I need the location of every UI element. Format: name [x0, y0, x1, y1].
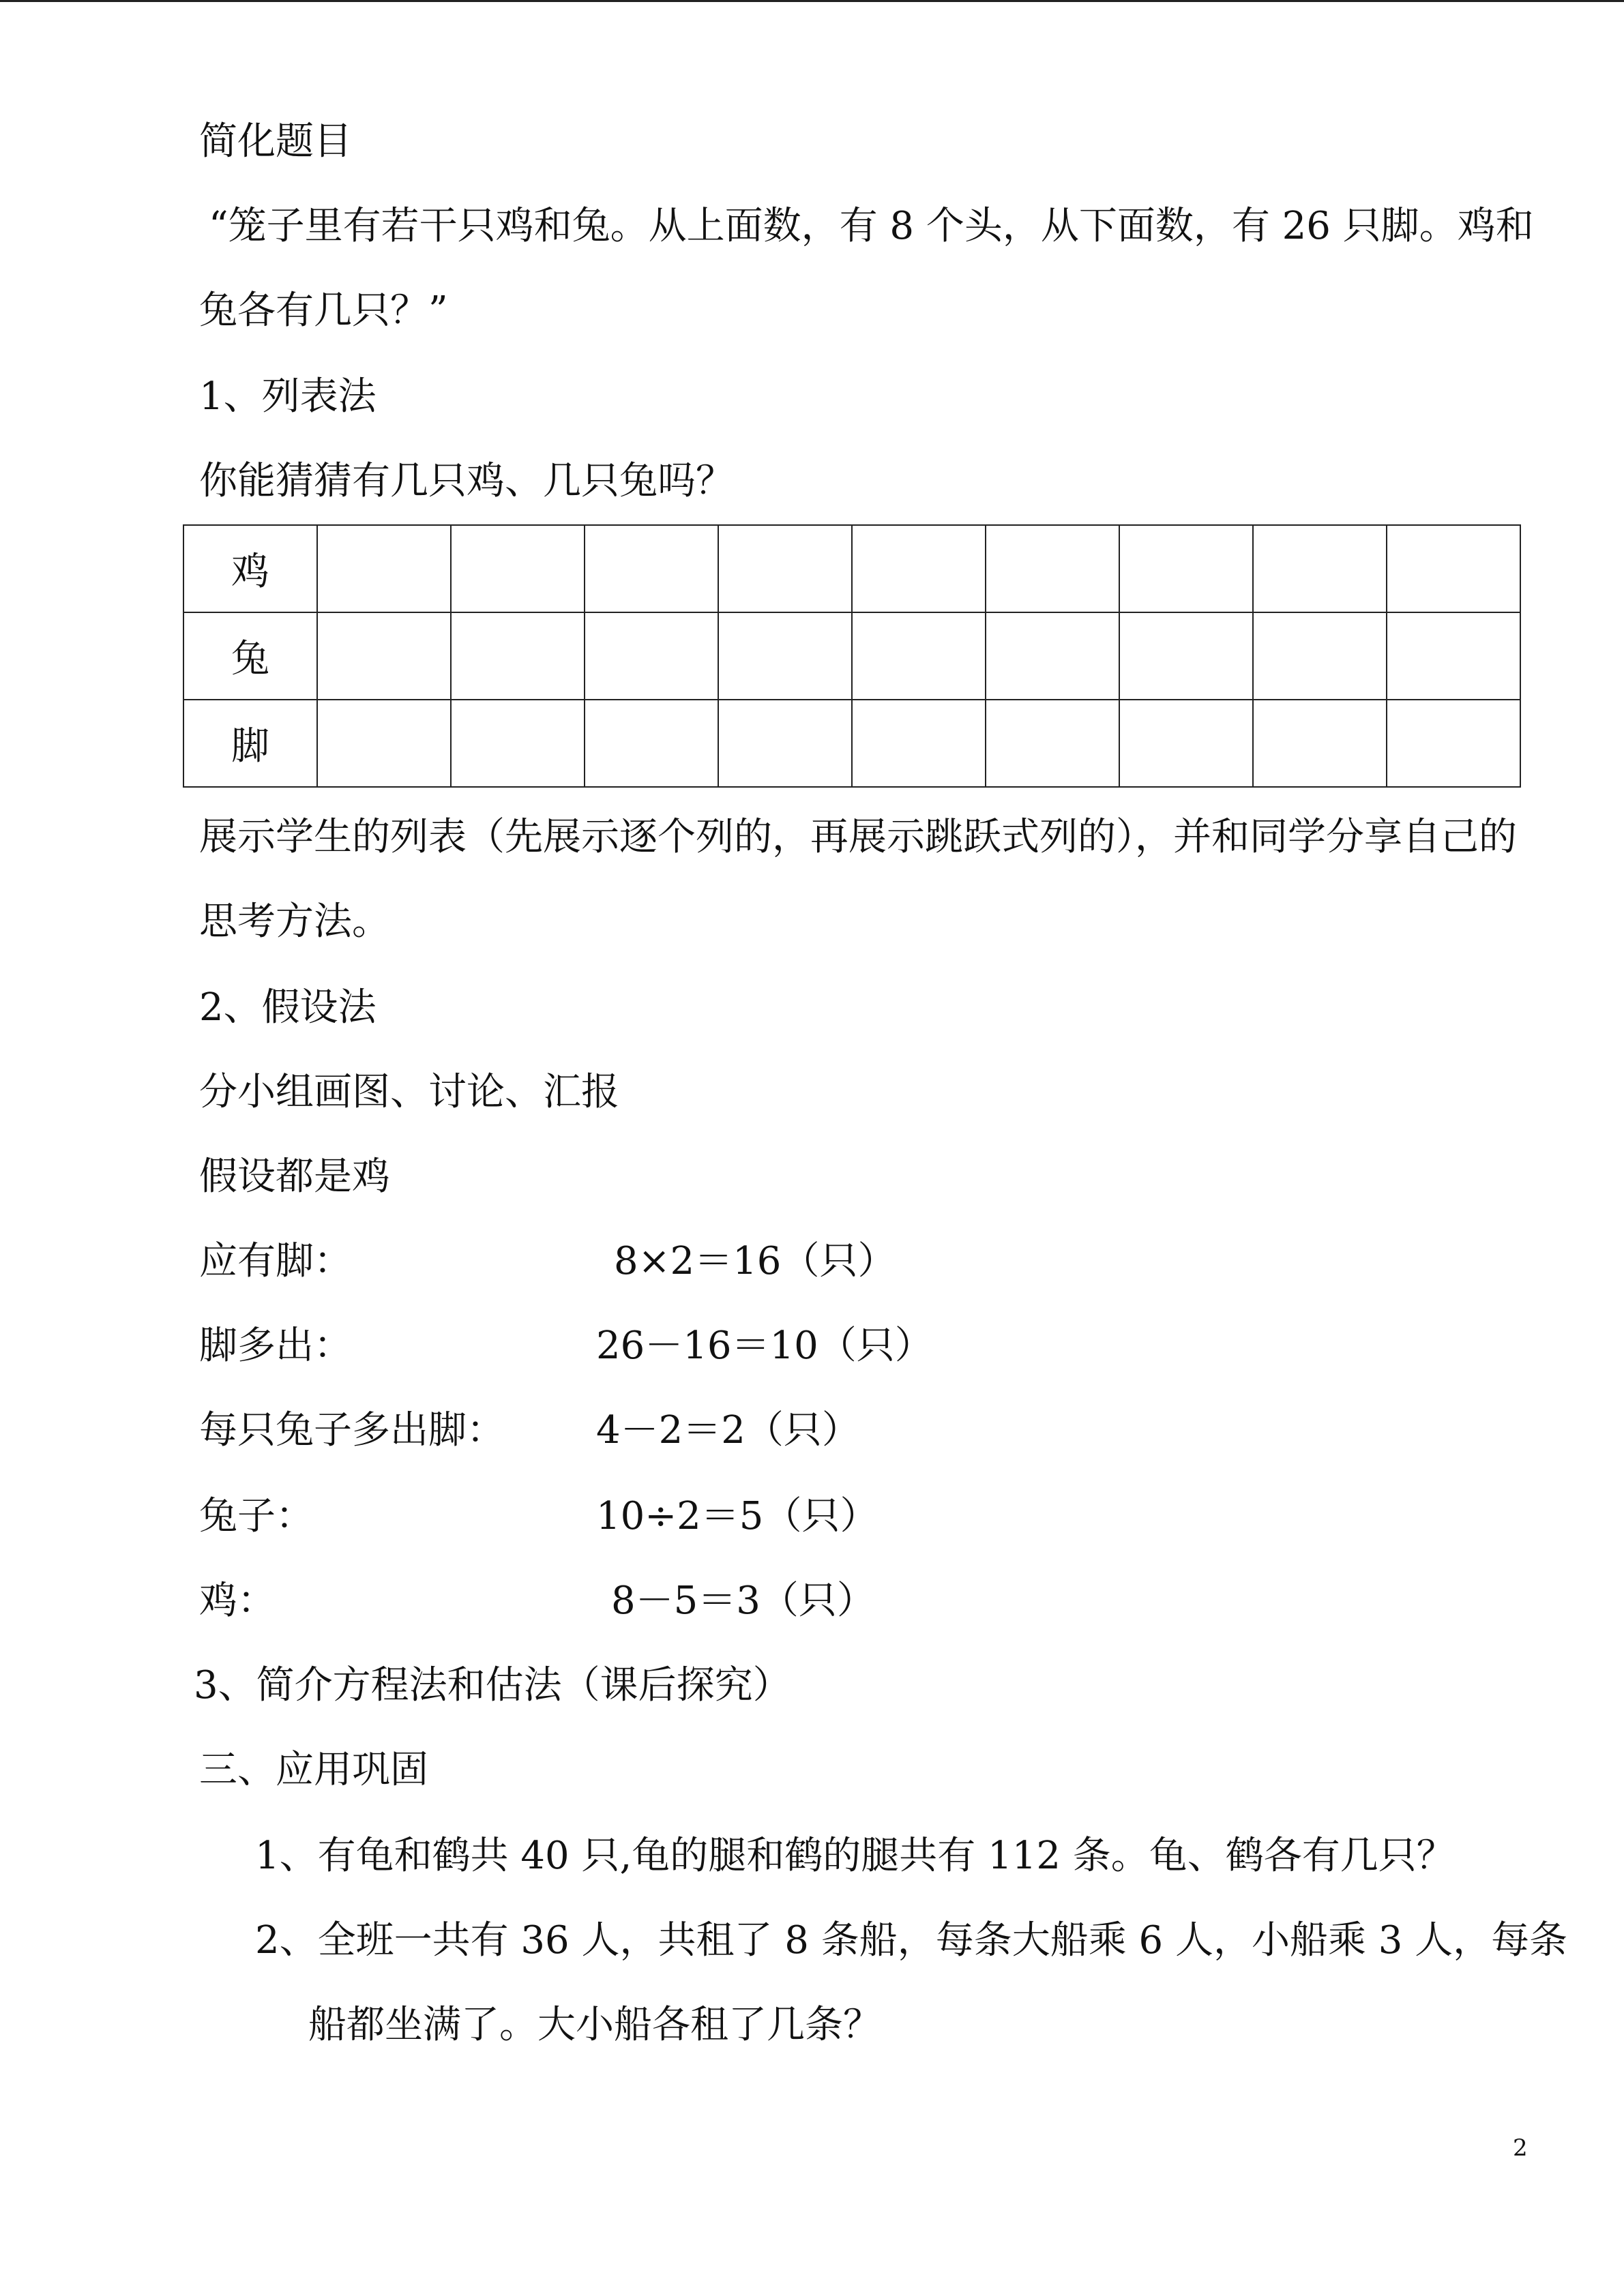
table-cell: [986, 525, 1119, 612]
table-cell: [1253, 700, 1387, 787]
row-label-chicken: 鸡: [183, 525, 317, 612]
step-expression: 4－2＝2（只）: [596, 1408, 860, 1452]
method-1-title: 1、列表法: [199, 374, 377, 419]
share-line-1: 展示学生的列表（先展示逐个列的，再展示跳跃式列的），并和同学分享自己的: [199, 815, 1517, 859]
exercise-2-line-2: 船都坐满了。大小船各租了几条？: [308, 2003, 881, 2047]
table-cell: [718, 525, 852, 612]
method-2-group: 分小组画图、讨论、汇报: [199, 1070, 619, 1114]
section-3-title: 三、应用巩固: [199, 1748, 428, 1792]
top-border: [0, 0, 1624, 2]
table-cell: [1387, 612, 1520, 700]
table-cell: [585, 700, 718, 787]
step-label: 脚多出：: [199, 1324, 352, 1368]
method-1-prompt: 你能猜猜有几只鸡、几只兔吗？: [199, 459, 734, 503]
table-cell: [852, 700, 986, 787]
table-cell: [986, 612, 1119, 700]
table-row: [183, 612, 1520, 700]
table-cell: [852, 525, 986, 612]
table-cell: [852, 612, 986, 700]
table-cell: [1253, 612, 1387, 700]
method-2-title: 2、假设法: [199, 985, 377, 1030]
step-label: 每只兔子多出脚：: [199, 1408, 505, 1452]
table-cell: [451, 612, 585, 700]
problem-line-2: 兔各有几只？”: [199, 288, 448, 333]
step-label: 鸡：: [199, 1579, 276, 1623]
problem-line-1: “笼子里有若干只鸡和兔。从上面数，有 8 个头，从下面数，有 26 只脚。鸡和: [209, 204, 1534, 248]
table-cell: [1253, 525, 1387, 612]
exercise-2-line-1: 2、全班一共有 36 人，共租了 8 条船，每条大船乘 6 人，小船乘 3 人，每条: [255, 1918, 1568, 1963]
method-3-title: 3、简介方程法和估法（课后探究）: [194, 1663, 791, 1708]
share-line-2: 思考方法。: [199, 899, 390, 944]
table-cell: [585, 612, 718, 700]
page-number: 2: [1513, 2134, 1528, 2162]
table-cell: [718, 612, 852, 700]
table-cell: [451, 700, 585, 787]
table-row: [183, 700, 1520, 787]
table-cell: [317, 525, 451, 612]
table-cell: [317, 700, 451, 787]
step-expression: 26－16＝10（只）: [596, 1324, 933, 1368]
step-expression: 8－5＝3（只）: [611, 1579, 875, 1623]
row-label-rabbit: 兔: [183, 612, 317, 700]
table-cell: [1119, 700, 1253, 787]
table-cell: [986, 700, 1119, 787]
step-label: 兔子：: [199, 1494, 314, 1538]
table-cell: [317, 612, 451, 700]
row-label-feet: 脚: [183, 700, 317, 787]
step-label: 应有脚：: [199, 1239, 352, 1283]
heading-simplify: 简化题目: [199, 119, 352, 164]
table-cell: [585, 525, 718, 612]
table-cell: [1119, 525, 1253, 612]
table-cell: [1119, 612, 1253, 700]
table-cell: [718, 700, 852, 787]
method-2-assume: 假设都是鸡: [199, 1154, 390, 1199]
table-cell: [1387, 700, 1520, 787]
table-cell: [1387, 525, 1520, 612]
step-expression: 10÷2＝5（只）: [596, 1494, 879, 1538]
table-row: [183, 525, 1520, 612]
table-cell: [451, 525, 585, 612]
exercise-1: 1、有龟和鹤共 40 只,龟的腿和鹤的腿共有 112 条。龟、鹤各有几只？: [255, 1834, 1455, 1878]
step-expression: 8×2＝16（只）: [614, 1239, 896, 1283]
guess-table: [183, 524, 1521, 788]
